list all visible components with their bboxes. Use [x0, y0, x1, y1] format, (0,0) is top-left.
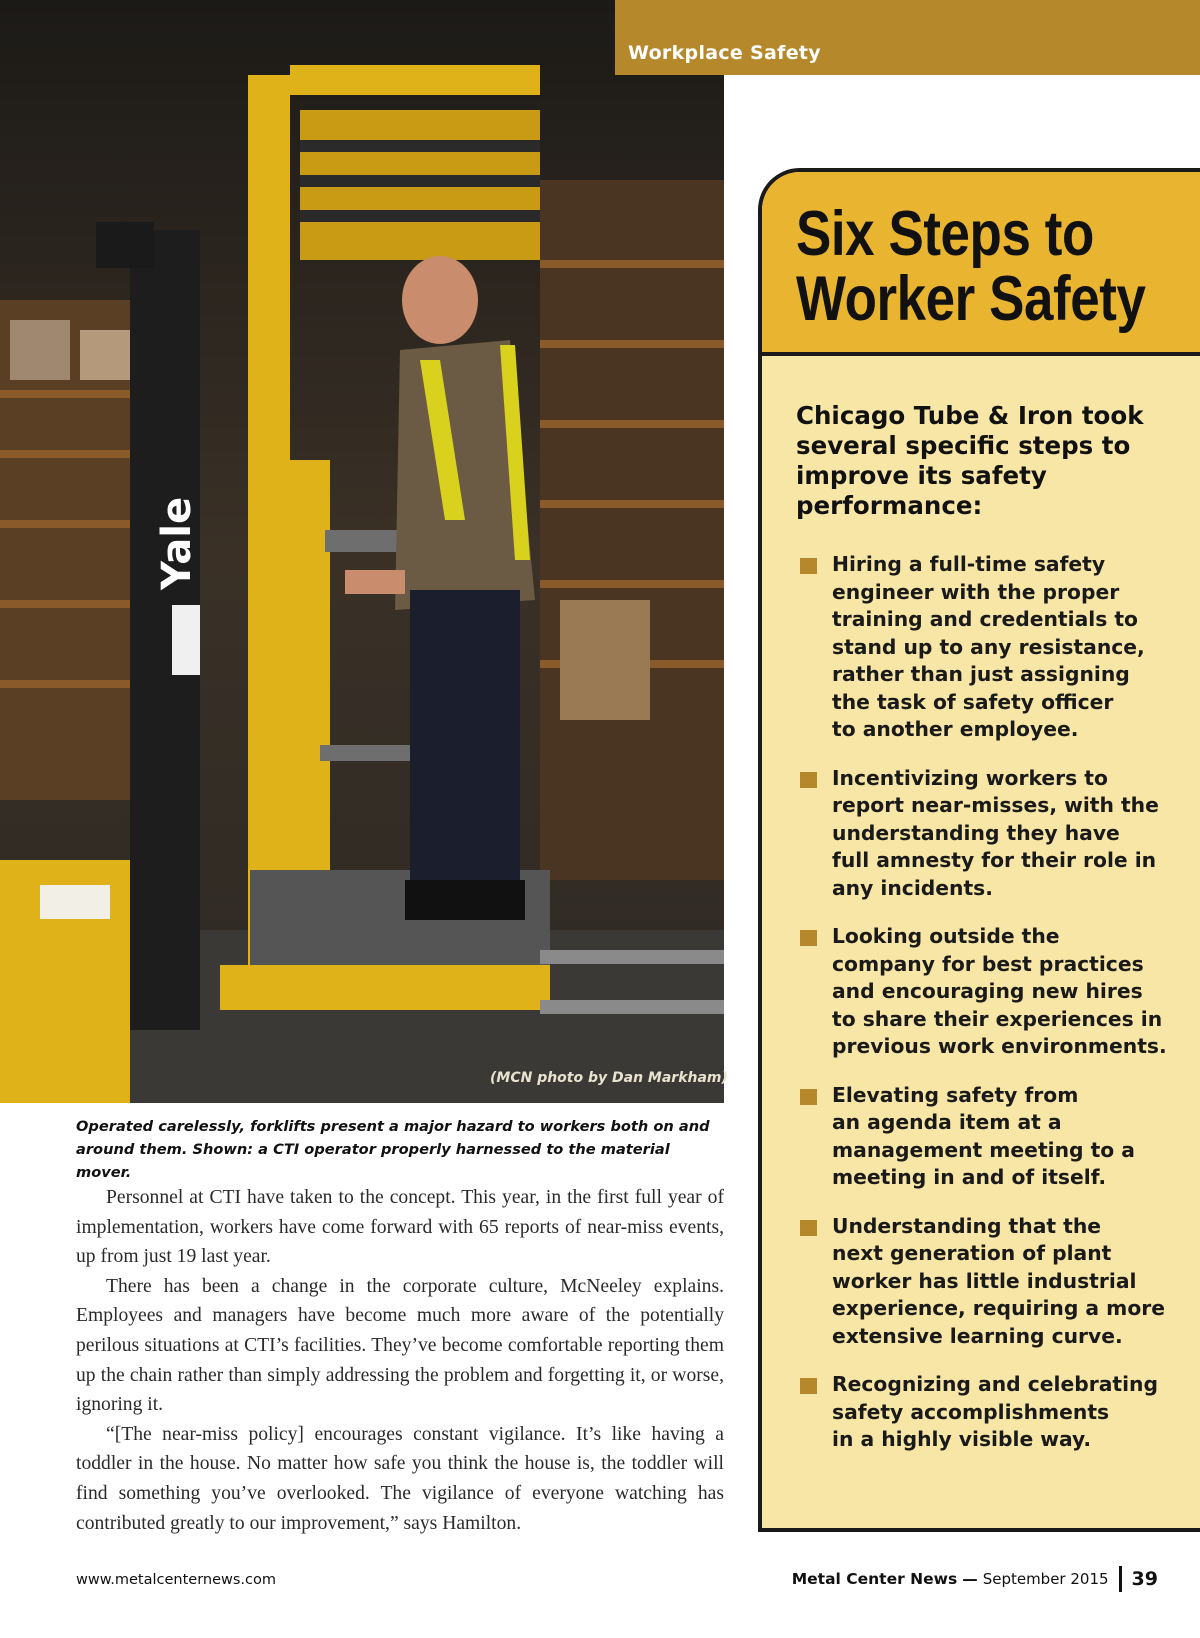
section-label: Workplace Safety [615, 0, 1200, 75]
step-item [762, 1371, 1200, 1454]
article-paragraph: “[The near-miss policy] encourages constant vigilance. It’s like having a toddler in the house. No matter how safe you think the house is, the toddler will find something you’ve overlooked. The vigilance of everyone watching has contributed greatly to our improvement,” says Hamilton. [76, 1423, 724, 1534]
forklift-photo [0, 0, 724, 1103]
step-text: Looking outside the company for best practices and encouraging new hires to share their experiences in previous work environments. [832, 924, 1167, 1058]
footer-divider [1119, 1566, 1122, 1592]
photo-caption: Operated carelessly, forklifts present a major hazard to workers both on and around them. Shown: a CTI operator properly harnessed to the material mover. [76, 1118, 710, 1181]
sidebar-title-line: Six Steps to [796, 199, 1094, 269]
sidebar-intro: Chicago Tube & Iron took several specific steps to improve its safety performance: [796, 401, 1144, 520]
footer-publication [792, 1566, 1158, 1592]
step-item [762, 551, 1200, 744]
step-item [762, 765, 1200, 903]
step-text: Elevating safety from an agenda item at a management meeting to a meeting in and of itself. [832, 1082, 1135, 1189]
sidebar-header [762, 172, 1200, 356]
magazine-name: Metal Center News [791, 1570, 958, 1588]
step-text: Incentivizing workers to report near-misses, with the understanding they have full amnesty for their role in any incidents. [832, 765, 1159, 900]
step-text: Understanding that the next generation of plant worker has little industrial experience, requiring a more extensive learning curve. [832, 1213, 1166, 1348]
step-item [762, 1082, 1200, 1192]
photo-credit: (MCN photo by Dan Markham) [490, 1070, 728, 1086]
article-paragraph: There has been a change in the corporate culture, McNeeley explains. Employees and managers have become much more aware of the potentially perilous situations at CTI’s facilities. They’ve become comfortable reporting them up the chain rather than simply addressing the problem and forgetting it, or worse, ignoring it. [76, 1275, 724, 1416]
square-bullet-icon [800, 772, 817, 788]
square-bullet-icon [800, 1220, 817, 1236]
brand-logo: Yale [154, 496, 200, 590]
sidebar-title [796, 199, 1200, 334]
square-bullet-icon [800, 1378, 817, 1394]
safety-sidebar [758, 168, 1200, 1532]
issue-date: September 2015 [982, 1570, 1109, 1588]
footer-dash: — [962, 1570, 978, 1588]
forklift-illustration [0, 0, 724, 1103]
step-item [762, 1213, 1200, 1351]
square-bullet-icon [800, 930, 817, 946]
square-bullet-icon [800, 558, 817, 574]
steps-list [762, 551, 1200, 1454]
step-item [762, 923, 1200, 1061]
article-paragraph: Personnel at CTI have taken to the concept. This year, in the first full year of implementation, workers have come forward with 65 reports of near-miss events, up from just 19 last year. [76, 1187, 724, 1268]
step-text: Hiring a full-time safety engineer with the proper training and credentials to stand up to any resistance, rather than just assigning the task of safety officer to another employee. [832, 552, 1145, 741]
page-number: 39 [1131, 1568, 1158, 1590]
square-bullet-icon [800, 1089, 817, 1105]
step-text: Recognizing and celebrating safety accomplishments in a highly visible way. [832, 1372, 1159, 1451]
article-body [76, 1183, 724, 1538]
sidebar-title-line: Worker Safety [796, 264, 1146, 334]
footer-url[interactable]: www.metalcenternews.com [76, 1572, 276, 1588]
